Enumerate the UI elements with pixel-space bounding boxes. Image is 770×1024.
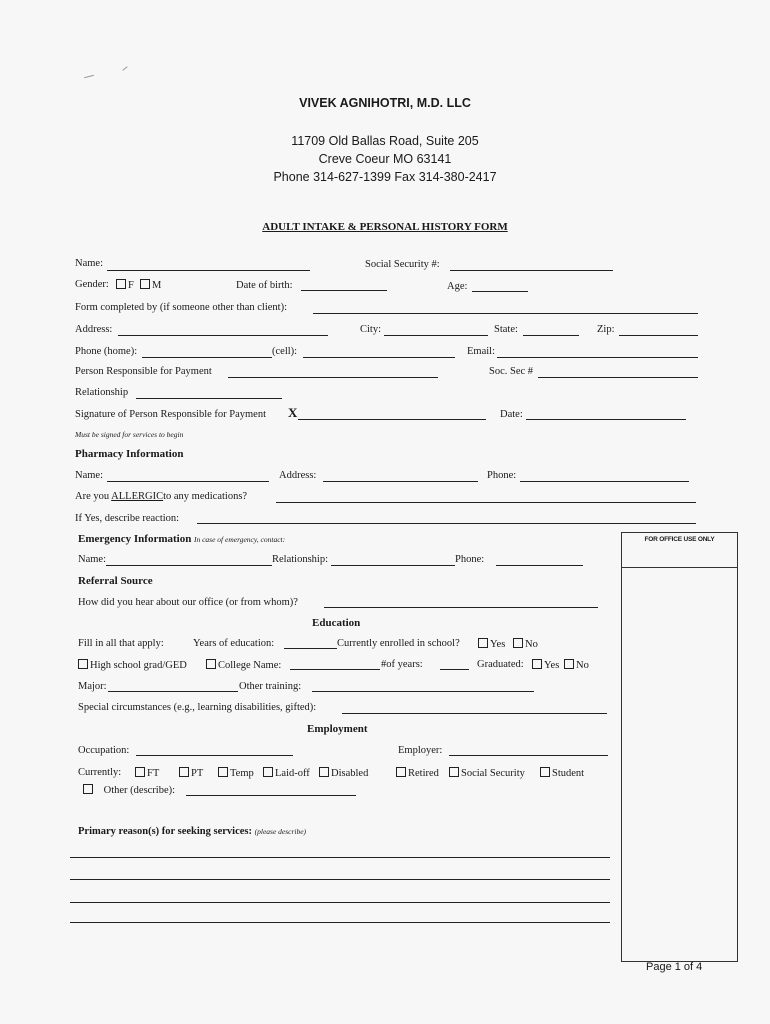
graduated-yes-label: Yes bbox=[544, 660, 560, 671]
office-use-box bbox=[621, 532, 738, 962]
signature-x-mark: X bbox=[288, 405, 298, 420]
name-field[interactable] bbox=[107, 270, 310, 271]
hs-grad-label: High school grad/GED bbox=[90, 660, 187, 671]
disabled-label: Disabled bbox=[331, 768, 369, 779]
scan-mark bbox=[122, 66, 127, 71]
office-use-divider bbox=[622, 567, 737, 568]
checkbox-icon[interactable] bbox=[218, 767, 228, 777]
signature-field[interactable] bbox=[298, 419, 486, 420]
graduated-label: Graduated: bbox=[477, 659, 524, 670]
years-education-field[interactable] bbox=[284, 648, 337, 649]
employment-heading: Employment bbox=[307, 723, 368, 735]
num-years-field[interactable] bbox=[440, 669, 469, 670]
relationship-label: Relationship bbox=[75, 387, 129, 398]
address-line-2: Creve Coeur MO 63141 bbox=[318, 152, 452, 166]
checkbox-icon[interactable] bbox=[513, 638, 523, 648]
ssn-label: Social Security #: bbox=[365, 259, 440, 270]
other-training-label: Other training: bbox=[239, 681, 302, 692]
email-label: Email: bbox=[467, 346, 495, 357]
occupation-field[interactable] bbox=[136, 755, 293, 756]
primary-reason-line-4[interactable] bbox=[70, 922, 610, 923]
employment-social-security-option[interactable] bbox=[449, 767, 525, 779]
reaction-field[interactable] bbox=[197, 523, 696, 524]
email-field[interactable] bbox=[497, 357, 698, 358]
dob-field[interactable] bbox=[301, 290, 387, 291]
enrolled-label: Currently enrolled in school? bbox=[337, 638, 460, 649]
emergency-heading-row bbox=[78, 533, 285, 545]
person-responsible-field[interactable] bbox=[228, 377, 438, 378]
signature-date-field[interactable] bbox=[526, 419, 686, 420]
college-label: College Name: bbox=[218, 660, 282, 671]
age-field[interactable] bbox=[472, 291, 528, 292]
emergency-heading: Emergency Information bbox=[78, 533, 192, 545]
address-field[interactable] bbox=[118, 335, 328, 336]
employer-label: Employer: bbox=[398, 745, 443, 756]
city-label: City: bbox=[360, 324, 382, 335]
signature-label: Signature of Person Responsible for Payment bbox=[75, 409, 267, 420]
checkbox-icon[interactable] bbox=[540, 767, 550, 777]
enrolled-yes-option[interactable] bbox=[478, 638, 505, 650]
pharmacy-name-label: Name: bbox=[75, 470, 103, 481]
college-option[interactable] bbox=[206, 659, 281, 671]
cell-label: (cell): bbox=[272, 346, 298, 357]
employment-disabled-option[interactable] bbox=[319, 767, 368, 779]
graduated-yes-option[interactable] bbox=[532, 659, 559, 671]
occupation-label: Occupation: bbox=[78, 745, 130, 756]
zip-label: Zip: bbox=[597, 324, 615, 335]
num-years-label: #of years: bbox=[381, 659, 423, 670]
dob-label: Date of birth: bbox=[236, 280, 293, 291]
emergency-phone-label: Phone: bbox=[455, 554, 485, 565]
employment-laid-off-option[interactable] bbox=[263, 767, 310, 779]
enrolled-yes-label: Yes bbox=[490, 639, 506, 650]
relationship-field[interactable] bbox=[136, 398, 282, 399]
allergic-pre: Are you bbox=[75, 491, 110, 502]
checkbox-icon[interactable] bbox=[478, 638, 488, 648]
address-label: Address: bbox=[75, 324, 113, 335]
name-label: Name: bbox=[75, 258, 103, 269]
emergency-phone-field[interactable] bbox=[496, 565, 583, 566]
other-describe-label: Other (describe): bbox=[103, 785, 176, 796]
gender-f-label: F bbox=[128, 280, 134, 291]
must-sign-note: Must be signed for services to begin bbox=[75, 430, 184, 439]
pharmacy-address-label: Address: bbox=[279, 470, 317, 481]
education-heading: Education bbox=[312, 617, 361, 629]
allergic-field[interactable] bbox=[276, 502, 696, 503]
enrolled-no-option[interactable] bbox=[513, 638, 538, 650]
page-number: Page 1 of 4 bbox=[646, 961, 703, 973]
practice-name: VIVEK AGNIHOTRI, M.D. LLC bbox=[299, 96, 471, 110]
currently-label: Currently: bbox=[78, 767, 122, 778]
graduated-no-label: No bbox=[576, 660, 589, 671]
cell-field[interactable] bbox=[303, 357, 455, 358]
form-title: ADULT INTAKE & PERSONAL HISTORY FORM bbox=[262, 221, 508, 233]
pharmacy-phone-field[interactable] bbox=[520, 481, 689, 482]
checkbox-icon[interactable] bbox=[396, 767, 406, 777]
checkbox-icon[interactable] bbox=[78, 659, 88, 669]
ssn-field[interactable] bbox=[450, 270, 613, 271]
gender-m-label: M bbox=[152, 280, 162, 291]
pharmacy-name-field[interactable] bbox=[107, 481, 269, 482]
primary-reason-note: (please describe) bbox=[254, 827, 307, 836]
office-use-heading: FOR OFFICE USE ONLY bbox=[644, 536, 715, 543]
primary-reason-label: Primary reason(s) for seeking services: bbox=[78, 826, 252, 837]
gender-m-option[interactable] bbox=[140, 279, 161, 291]
employment-pt-option[interactable] bbox=[179, 767, 203, 779]
soc-sec-field[interactable] bbox=[538, 377, 698, 378]
age-label: Age: bbox=[447, 281, 468, 292]
student-label: Student bbox=[552, 768, 585, 779]
phone-fax: Phone 314-627-1399 Fax 314-380-2417 bbox=[273, 170, 497, 184]
state-field[interactable] bbox=[523, 335, 579, 336]
primary-reason-line-3[interactable] bbox=[70, 902, 610, 903]
emergency-relationship-label: Relationship: bbox=[272, 554, 328, 565]
graduated-no-option[interactable] bbox=[564, 659, 589, 671]
laid-off-label: Laid-off bbox=[275, 768, 310, 779]
allergic-word: ALLERGIC bbox=[111, 491, 164, 502]
city-field[interactable] bbox=[384, 335, 488, 336]
person-responsible-label: Person Responsible for Payment bbox=[75, 366, 212, 377]
reaction-label: If Yes, describe reaction: bbox=[75, 513, 180, 524]
emergency-note: In case of emergency, contact: bbox=[193, 535, 286, 544]
employment-other-option[interactable] bbox=[83, 784, 175, 796]
social-security-label: Social Security bbox=[461, 768, 525, 779]
primary-reason-line-1[interactable] bbox=[70, 857, 610, 858]
checkbox-icon[interactable] bbox=[564, 659, 574, 669]
fill-all-label: Fill in all that apply: bbox=[78, 638, 164, 649]
checkbox-icon[interactable] bbox=[116, 279, 126, 289]
gender-label: Gender: bbox=[75, 279, 109, 290]
zip-field[interactable] bbox=[619, 335, 698, 336]
primary-reason-row bbox=[78, 826, 306, 837]
other-describe-field[interactable] bbox=[186, 795, 356, 796]
address-line-1: 11709 Old Ballas Road, Suite 205 bbox=[291, 134, 479, 148]
checkbox-icon[interactable] bbox=[319, 767, 329, 777]
gender-f-option[interactable] bbox=[116, 279, 134, 291]
temp-label: Temp bbox=[230, 768, 254, 779]
checkbox-icon[interactable] bbox=[206, 659, 216, 669]
checkbox-icon[interactable] bbox=[179, 767, 189, 777]
hs-grad-option[interactable] bbox=[78, 659, 187, 671]
referral-field[interactable] bbox=[324, 607, 598, 608]
scan-mark bbox=[84, 75, 94, 79]
referral-heading: Referral Source bbox=[78, 575, 153, 587]
referral-question: How did you hear about our office (or from whom)? bbox=[78, 597, 298, 608]
completed-by-field[interactable] bbox=[313, 313, 698, 314]
college-name-field[interactable] bbox=[290, 669, 380, 670]
state-label: State: bbox=[494, 324, 518, 335]
checkbox-icon[interactable] bbox=[449, 767, 459, 777]
phone-home-field[interactable] bbox=[142, 357, 272, 358]
phone-home-label: Phone (home): bbox=[75, 346, 138, 357]
special-circumstances-label: Special circumstances (e.g., learning disabilities, gifted): bbox=[78, 702, 317, 713]
employment-student-option[interactable] bbox=[540, 767, 584, 779]
pharmacy-heading: Pharmacy Information bbox=[75, 448, 184, 460]
major-label: Major: bbox=[78, 681, 107, 692]
checkbox-icon[interactable] bbox=[135, 767, 145, 777]
checkbox-icon[interactable] bbox=[140, 279, 150, 289]
pharmacy-address-field[interactable] bbox=[323, 481, 478, 482]
enrolled-no-label: No bbox=[525, 639, 538, 650]
soc-sec-label: Soc. Sec # bbox=[489, 366, 534, 377]
emergency-relationship-field[interactable] bbox=[331, 565, 455, 566]
primary-reason-line-2[interactable] bbox=[70, 879, 610, 880]
major-field[interactable] bbox=[108, 691, 238, 692]
pharmacy-phone-label: Phone: bbox=[487, 470, 517, 481]
years-education-label: Years of education: bbox=[193, 638, 275, 649]
checkbox-icon[interactable] bbox=[83, 784, 93, 794]
allergic-post: to any medications? bbox=[163, 491, 248, 502]
employment-retired-option[interactable] bbox=[396, 767, 439, 779]
completed-by-label: Form completed by (if someone other than client): bbox=[75, 302, 287, 313]
special-circumstances-field[interactable] bbox=[342, 713, 607, 714]
emergency-name-label: Name: bbox=[78, 554, 106, 565]
signature-date-label: Date: bbox=[500, 409, 523, 420]
checkbox-icon[interactable] bbox=[263, 767, 273, 777]
other-training-field[interactable] bbox=[312, 691, 534, 692]
ft-label: FT bbox=[147, 768, 160, 779]
emergency-name-field[interactable] bbox=[106, 565, 272, 566]
allergic-question bbox=[75, 491, 247, 502]
checkbox-icon[interactable] bbox=[532, 659, 542, 669]
pt-label: PT bbox=[191, 768, 204, 779]
employment-temp-option[interactable] bbox=[218, 767, 254, 779]
retired-label: Retired bbox=[408, 768, 439, 779]
employment-ft-option[interactable] bbox=[135, 767, 159, 779]
employer-field[interactable] bbox=[449, 755, 608, 756]
